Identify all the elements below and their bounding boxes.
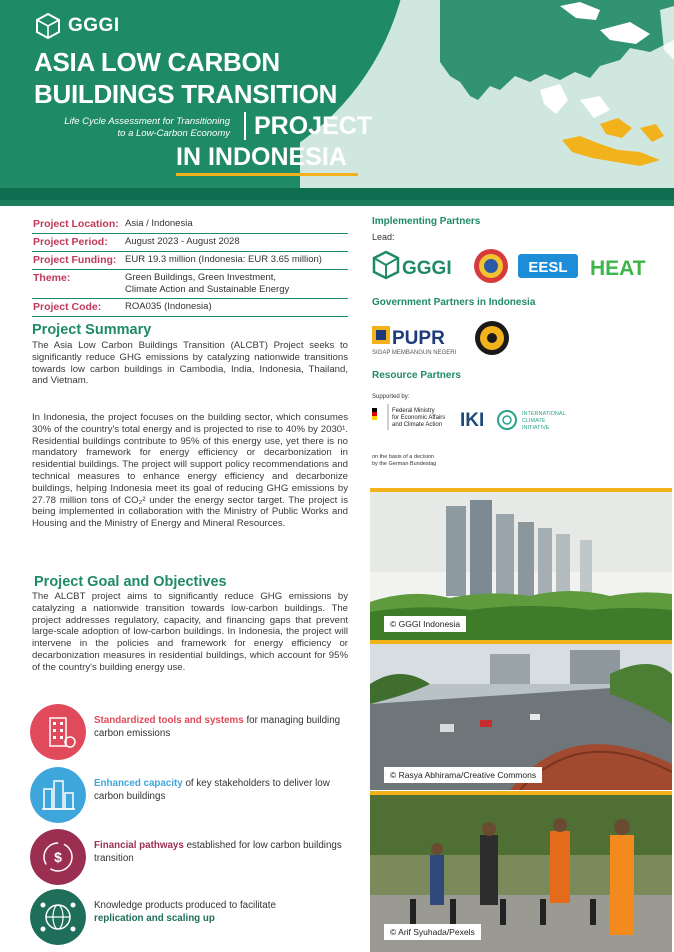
title-underline [176,173,358,176]
iki-line-3: INITIATIVE [522,425,550,431]
bundestag-line-1: on the basis of a decision [372,454,435,460]
info-label: Project Code: [33,301,102,313]
implementing-partners-heading: Implementing Partners [372,216,481,227]
objective-rest: for managing building carbon emissions [94,715,341,739]
objective-text [94,714,344,740]
header-divider-light [0,200,674,206]
page-title [34,46,337,110]
iki-line-2: CLIMATE [522,418,546,424]
objective-rest: established for low carbon buildings transition [94,840,342,864]
objective-emphasis: Enhanced capacity [94,778,183,789]
iki-line-1: INTERNATIONAL [522,411,566,417]
summary-paragraph-2: In Indonesia, the project focuses on the building sector, which consumes 30% of the country's total energy and is projected to rise to 40% by 2030¹. Residential buildings contribute to 95% of this energy use, yet there is no mandatory framework for energy efficiency or decarbonization in residential buildings. The project will support policy recommendations and technical measures to enhance energy efficiency and decarbonize buildings, helping Indonesia meet its goal of reducing GHG emissions by 27.78 million tons of CO₂² under the energy sector target. The project is being implemented in collaboration with the Ministry of Public Works and Housing and the Ministry of Energy and Mineral Resources. [32,412,348,530]
objective-item [30,767,350,827]
pupr-text: PUPR [392,328,445,349]
network-globe-icon [30,889,86,945]
goal-heading: Project Goal and Objectives [34,574,227,590]
info-label: Project Location: [33,218,119,230]
title-line-1: ASIA LOW CARBON [34,47,280,77]
info-value [125,301,212,314]
gggi-logo [34,12,120,40]
esdm-ministry-logo [475,321,509,355]
info-value [125,236,240,249]
subtitle [34,116,230,140]
gggi-cube-icon [34,12,62,40]
info-label: Theme: [33,272,71,284]
city-skyline-icon [30,767,86,823]
iki-logo [460,410,566,431]
info-label: Project Period: [33,236,108,248]
info-value-line: Asia / Indonesia [125,218,193,229]
supported-by-label: Supported by: [372,394,410,400]
objective-text [94,777,344,803]
info-value-line: Green Buildings, Green Investment, [125,272,277,283]
info-value [125,272,289,296]
goal-paragraph: The ALCBT project aims to significantly reduce GHG emissions by catalyzing a nationwide transition towards low-carbon buildings. The project addresses regulatory, capacity, and financing gaps that prevent large-scale adoption of low-carbon buildings. In Indonesia, the project will intervene in the policies and framework for energy efficiency or decarbonization measures in residential buildings, which account for 95% of the country's building energy use. [32,591,348,673]
building-gear-icon [30,704,86,760]
asean-centre-logo [474,249,508,283]
lead-label: Lead: [372,232,395,242]
info-value-line: ROA035 (Indonesia) [125,301,212,312]
subtitle-line-2: to a Low-Carbon Economy [117,128,230,139]
project-location-heading: IN INDONESIA [176,143,347,171]
objective-emphasis: replication and scaling up [94,913,215,924]
info-row-theme [32,270,348,299]
bmwk-line-3: and Climate Action [392,422,443,428]
objective-rest: of key stakeholders to deliver low carbon buildings [94,778,330,802]
objective-item [30,829,350,889]
gggi-partner-logo [374,252,452,279]
objective-text [94,839,344,865]
money-cycle-icon [30,829,86,885]
header-divider [0,188,674,200]
photo-caption: © GGGI Indonesia [384,616,466,632]
german-ministry-logo [372,404,445,430]
project-info-table [32,216,348,317]
government-partner-logos [372,316,662,360]
bmwk-line-2: for Economic Affairs [392,415,446,421]
info-value-line: Climate Action and Sustainable Energy [125,284,290,295]
info-value-line: EUR 19.3 million (Indonesia: EUR 3.65 million) [125,254,322,265]
info-row-location [32,216,348,234]
pupr-tagline: SIGAP MEMBANGUN NEGERI [372,350,457,356]
objective-emphasis: Standardized tools and systems [94,715,244,726]
info-label: Project Funding: [33,254,117,266]
resource-partners-heading: Resource Partners [372,370,461,381]
info-row-period [32,234,348,252]
government-partners-heading: Government Partners in Indonesia [372,297,536,308]
eesl-text: EESL [528,259,568,276]
gggi-partner-text: GGGI [402,258,452,279]
objective-item [30,704,350,764]
objective-text [94,899,344,925]
project-summary-heading: Project Summary [32,322,152,338]
heat-logo: HEAT [590,257,646,280]
pupr-logo [372,326,457,356]
project-heading: PROJECT [244,112,372,140]
subtitle-line-1: Life Cycle Assessment for Transitioning [64,116,230,127]
photo-caption: © Rasya Abhirama/Creative Commons [384,767,542,783]
eesl-logo [518,254,578,278]
iki-text: IKI [460,410,485,431]
bmwk-line-1: Federal Ministry [392,408,435,414]
svg-text:$: $ [54,849,62,865]
bundestag-line-2: by the German Bundestag [372,461,437,467]
objective-emphasis: Financial pathways [94,840,184,851]
summary-paragraph-1: The Asia Low Carbon Buildings Transition (ALCBT) Project seeks to significantly reduce GHG emissions by catalyzing nationwide transitions towards low carbon buildings in Cambodia, India, Indonesia, Thailand, and Vietnam. [32,340,348,387]
info-value-line: August 2023 - August 2028 [125,236,240,247]
implementing-partner-logos [372,246,662,286]
logo-text: GGGI [68,15,120,36]
resource-partner-logos [372,386,662,472]
info-value [125,218,193,231]
title-line-2: BUILDINGS TRANSITION [34,79,338,109]
header-banner [0,0,674,188]
info-value [125,254,322,267]
objective-rest: Knowledge products produced to facilitate [94,900,276,911]
photo-caption: © Arif Syuhada/Pexels [384,924,481,940]
objective-item [30,889,350,949]
info-row-funding [32,252,348,270]
info-row-code [32,299,348,317]
